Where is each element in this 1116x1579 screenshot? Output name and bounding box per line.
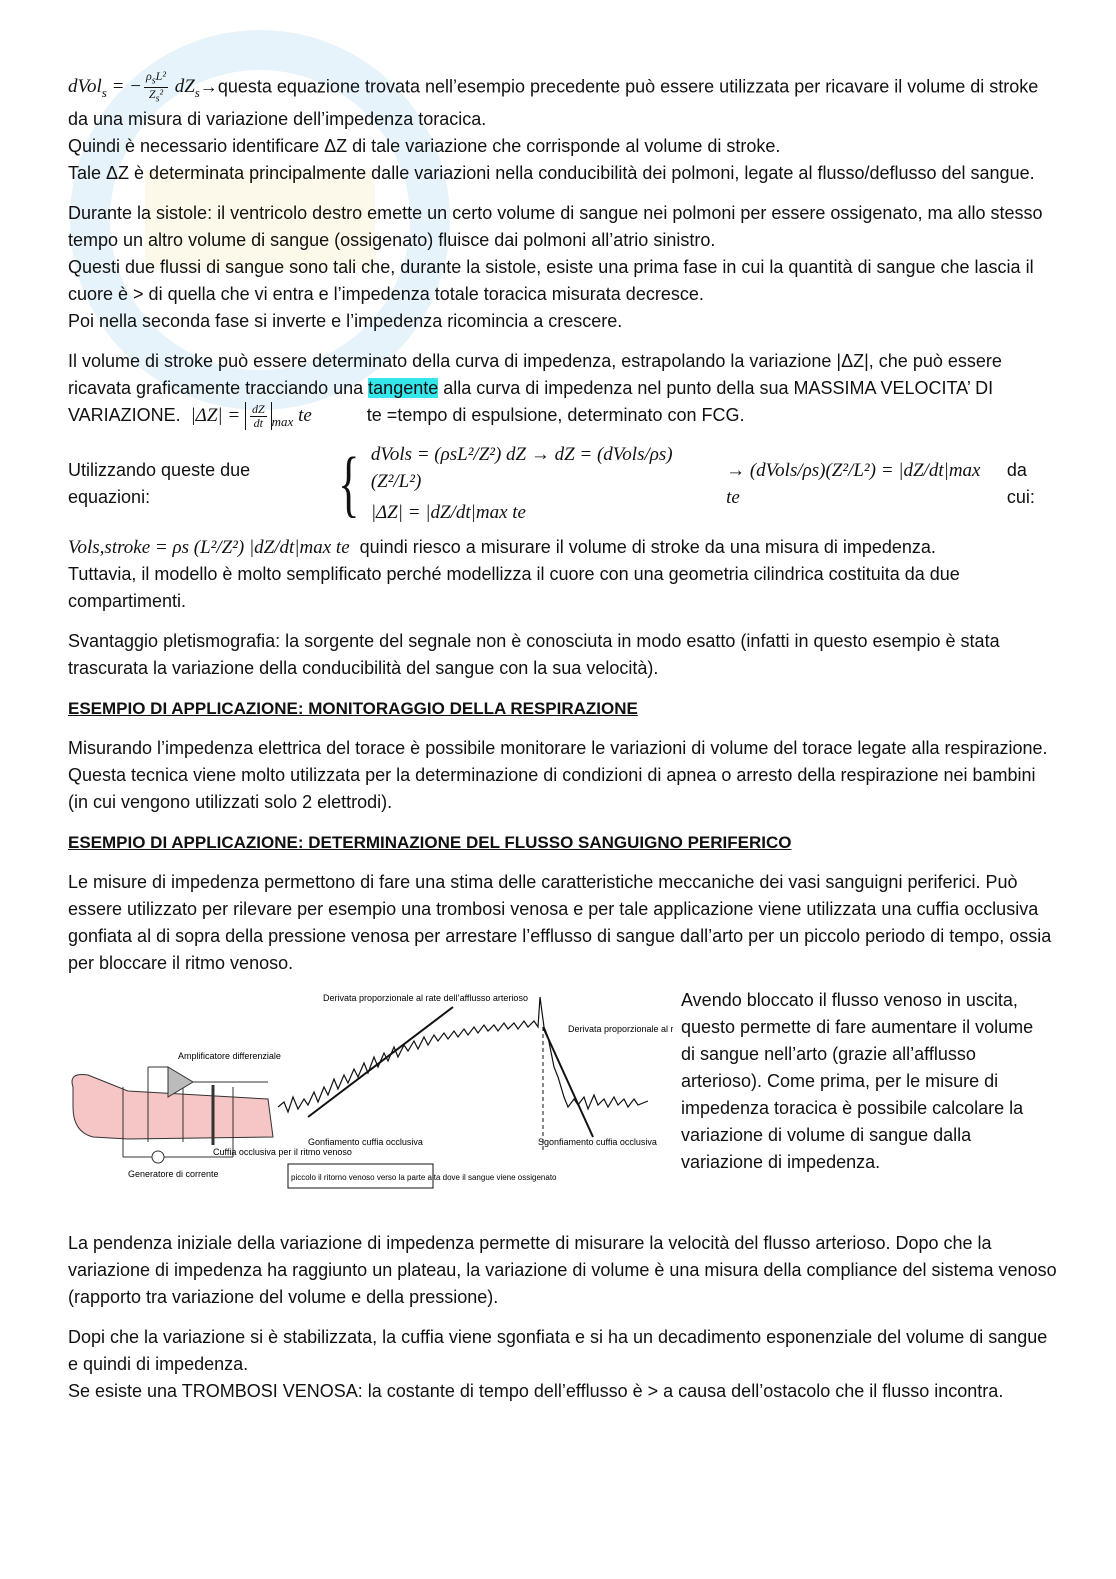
- paragraph: Durante la sistole: il ventricolo destro emette un certo volume di sangue nei polmoni per essere ossigenato, ma allo stesso tempo un altro volume di sangue (ossigenato) fluisce dai polmoni all’atrio sinistro.: [68, 203, 1043, 251]
- equation-stroke: Vols,stroke = ρs (L²/Z²) |dZ/dt|max te: [68, 537, 350, 559]
- document-page: [68, 70, 1058, 1405]
- paragraph: Svantaggio pletismografia: la sorgente del segnale non è conosciuta in modo esatto (infatti in questo esempio è stata trascurata la variazione della conducibilità del sangue con la sua velocità).: [68, 631, 1000, 679]
- paragraph-stroke-volume: Vols,stroke = ρs (L²/Z²) |dZ/dt|max te quindi riesco a misurare il volume di stroke da una misura di impedenza.: [68, 537, 936, 559]
- paragraph: La pendenza iniziale della variazione di impedenza permette di misurare la velocità del flusso arterioso. Dopo che la variazione di impedenza ha raggiunto un plateau, la variazione di volume è una misura della compliance del sistema venoso (rapporto tra variazione del volume e della pressione).: [68, 1233, 1057, 1308]
- paragraph: Misurando l’impedenza elettrica del torace è possibile monitorare le variazioni di volume del torace legate alla respirazione. Questa tecnica viene molto utilizzata per la determinazione di condizioni di apnea o arresto della respirazione nei bambini (in cui vengono utilizzati solo 2 elettrodi).: [68, 738, 1048, 813]
- generator-icon: [152, 1151, 164, 1163]
- label-cuff: Cuffia occlusiva per il ritmo venoso: [213, 1147, 352, 1158]
- equation-delta-z: |ΔZ| = $\frac{dZ}{dt}$ $_{max}$ te: [190, 402, 312, 431]
- highlighted-word: tangente: [368, 378, 439, 399]
- section-heading: ESEMPIO DI APPLICAZIONE: MONITORAGGIO DELLA RESPIRAZIONE: [68, 699, 638, 719]
- text: questa equazione trovata nell’esempio precedente può essere utilizzata per ricavare il volume di stroke da una misura di variazione dell’impedenza toracica.: [68, 76, 1039, 130]
- label: Utilizzando queste due equazioni:: [68, 459, 251, 507]
- tangent-arterial: [308, 1007, 453, 1117]
- equation-result: → (dVols/ρs)(Z²/L²) = |dZ/dt|max te: [726, 459, 981, 508]
- paragraph-tangent: Il volume di stroke può essere determinato della curva di impedenza, estrapolando la variazione |ΔZ|, che può essere ricavata graficamente tracciando una tangente alla curva di impedenza nel punto della sua MASSIMA VELOCITA’ DI VARIAZIONE. |ΔZ| = $\frac{dZ}{dt}$ $_{max}$ te te =tempo di espulsione, determinato con FCG.: [68, 351, 1002, 431]
- section-heading: ESEMPIO DI APPLICAZIONE: DETERMINAZIONE DEL FLUSSO SANGUIGNO PERIFERICO: [68, 833, 792, 853]
- figure-row: [68, 987, 1058, 1217]
- impedance-waveform: [278, 997, 648, 1112]
- equation-1: dVols = (ρsL²/Z²) dZ → dZ = (dVols/ρs)(Z²/L²): [370, 444, 673, 493]
- equation-system-row: [68, 441, 1058, 526]
- label-venous: Derivata proporzionale al r: [568, 1024, 673, 1035]
- paragraph: Questi due flussi di sangue sono tali che, durante la sistole, esiste una prima fase in cui la quantità di sangue che lascia il cuore è > di quella che vi entra e l’impedenza totale toracica misurata decresce.: [68, 257, 1034, 305]
- brace-symbol: {: [338, 442, 360, 525]
- tangent-venous: [543, 1027, 593, 1137]
- label-deflate: Sgonfiamento cuffia occlusiva: [538, 1137, 657, 1148]
- te-definition: te =tempo di espulsione, determinato con FCG.: [366, 405, 745, 426]
- equation-system: [371, 441, 710, 526]
- label-amplifier: Amplificatore differenziale: [178, 1051, 281, 1062]
- paragraph-volume-equation: [68, 70, 1058, 133]
- paragraph: Le misure di impedenza permettono di fare una stima delle caratteristiche meccaniche dei vasi sanguigni periferici. Può essere utilizzato per rilevare per esempio una trombosi venosa e per tale applicazione viene utilizzata una cuffia occlusiva gonfiata al di sopra della pressione venosa per arrestare l’efflusso di sangue dall’arto per un piccolo periodo di tempo, ossia per bloccare il ritmo venoso.: [68, 872, 1052, 974]
- figure-drawing: [68, 987, 673, 1217]
- side-paragraph: Avendo bloccato il flusso venoso in uscita, questo permette di fare aumentare il volume di sangue nell’arto (grazie all’afflusso arterioso). Come prima, per le misure di impedenza toracica è possibile calcolare la variazione di volume di sangue dalla variazione di impedenza.: [681, 990, 1034, 1173]
- arrow-symbol: →: [199, 76, 218, 97]
- label-generator: Generatore di corrente: [128, 1169, 219, 1180]
- label-inflate: Gonfiamento cuffia occlusiva: [308, 1137, 423, 1148]
- label-arterial: Derivata proporzionale al rate dell’afflusso arterioso: [323, 993, 528, 1004]
- paragraph: Dopi che la variazione si è stabilizzata, la cuffia viene sgonfiata e si ha un decadimento esponenziale del volume di sangue e quindi di impedenza.: [68, 1327, 1048, 1375]
- paragraph: Tale ΔZ è determinata principalmente dalle variazioni nella conducibilità dei polmoni, legate al flusso/deflusso del sangue.: [68, 163, 1035, 184]
- figure-plethysmography: [68, 987, 673, 1217]
- amplifier-icon: [168, 1067, 193, 1097]
- equation-dvol: dVol$_s$ = − $\frac{\rho_sL^2}{Z_s^2}$ $dZ_s$: [68, 69, 200, 105]
- paragraph: Tuttavia, il modello è molto semplificato perché modellizza il cuore con una geometria cilindrica costituita da due compartimenti.: [68, 564, 960, 612]
- equation-2: |ΔZ| = |dZ/dt|max te: [370, 502, 526, 524]
- paragraph: Se esiste una TROMBOSI VENOSA: la costante di tempo dell’efflusso è > a causa dell’ostacolo che il flusso incontra.: [68, 1381, 1004, 1402]
- paragraph: Quindi è necessario identificare ΔZ di tale variazione che corrisponde al volume di stroke.: [68, 136, 781, 157]
- text: da cui:: [1006, 459, 1035, 507]
- paragraph: Poi nella seconda fase si inverte e l’impedenza ricomincia a crescere.: [68, 311, 623, 332]
- note-text: piccolo il ritorno venoso verso la parte alta dove il sangue viene ossigenato: [291, 1173, 557, 1183]
